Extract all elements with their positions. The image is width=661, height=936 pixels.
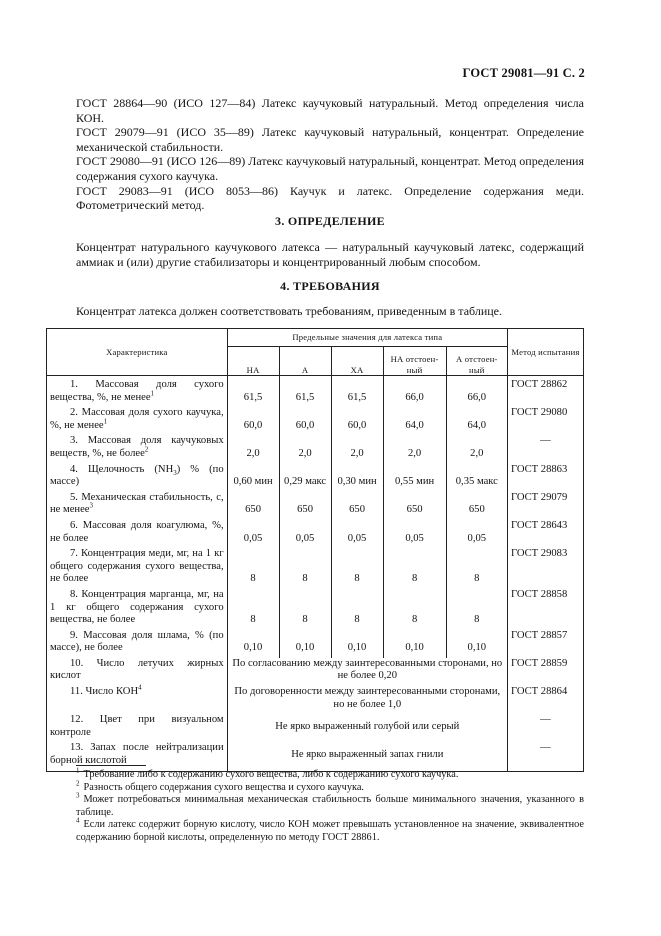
table-row (47, 658, 584, 686)
row-value: 0,10 (383, 630, 446, 658)
header-type-na-settled: НА отстоен-ный (383, 347, 446, 376)
label-text: 4. Щелочность (NH (70, 463, 174, 475)
table-row (47, 492, 584, 520)
row-value: 60,0 (331, 407, 383, 435)
label-text: 3. Массовая доля каучуковых веществ, %, не более (50, 435, 224, 459)
footnote-item (46, 779, 584, 795)
section-3-text: Концентрат натурального каучукового латекса — натуральный каучуковый латекс, содержащий аммиак и (или) другие стабилизаторы и концентрированный любым способом. (76, 240, 584, 269)
row-span-value: Не ярко выраженный голубой или серый (227, 714, 507, 742)
row-value: 0,55 мин (383, 464, 446, 492)
reference-item: ГОСТ 29083—91 (ИСО 8053—86) Каучук и латекс. Определение содержания меди. Фотометрический метод. (76, 183, 584, 213)
footnote-separator (76, 765, 146, 766)
row-value: 64,0 (446, 407, 507, 435)
header-type-a: А (279, 347, 331, 376)
footnote-item (46, 766, 584, 782)
row-value: 8 (383, 548, 446, 589)
row-span-value: По согласованию между заинтересованными сторонами, но не более 0,20 (227, 658, 507, 686)
table-row (47, 630, 584, 658)
table-row (47, 686, 584, 714)
section-3-title: 3. ОПРЕДЕЛЕНИЕ (275, 214, 385, 228)
header-type-na: НА (227, 347, 279, 376)
row-value: 61,5 (331, 376, 383, 408)
label-text: 12. Цвет при визуальном контроле (50, 714, 224, 738)
label-text: 6. Массовая доля коагулюма, %, не более (50, 519, 224, 544)
header-characteristic: Характеристика (47, 329, 228, 376)
row-value: 0,05 (279, 520, 331, 548)
reference-item: ГОСТ 29080—91 (ИСО 126—89) Латекс каучуковый натуральный, концентрат. Метод определения содержания сухого каучука. (76, 154, 584, 183)
row-method: ГОСТ 28858 (507, 589, 583, 630)
row-value: 66,0 (383, 376, 446, 408)
row-characteristic (47, 492, 228, 520)
label-text: 5. Механическая стабильность, с, не менее (50, 491, 224, 516)
row-value: 2,0 (279, 435, 331, 463)
label-text: 7. Концентрация меди, мг, на 1 кг общего содержания сухого вещества, не более (50, 548, 224, 585)
footnote-text: Разность общего содержания сухого вещества и сухого каучука. (83, 781, 364, 793)
row-value: 64,0 (383, 407, 446, 435)
footnote-number: 2 (76, 779, 80, 788)
table-row (47, 714, 584, 742)
reference-item: ГОСТ 29079—91 (ИСО 35—89) Латекс каучуковый натуральный, концентрат. Определение механической стабильности. (76, 125, 584, 154)
row-characteristic (47, 589, 228, 630)
footnote-ref: 1 (150, 389, 155, 398)
row-method: ГОСТ 29083 (507, 548, 583, 589)
row-value: 0,29 макс (279, 464, 331, 492)
label-text: ) % (по массе) (50, 463, 224, 488)
footnote-text: Если латекс содержит борную кислоту, число КОН может превышать установленное на значение, эквивалентное содержанию борной кислоты, определенную по методу ГОСТ 28861. (76, 819, 584, 843)
footnote-number: 3 (76, 791, 80, 800)
footnote-text: Может потребоваться минимальная механическая стабильность больше минимального значения, указанного в таблице. (76, 794, 584, 818)
requirements-table (46, 328, 584, 772)
table-row (47, 407, 584, 435)
footnote-ref: 4 (138, 683, 142, 692)
row-value: 8 (279, 589, 331, 630)
label-text: 2. Массовая доля сухого каучука, %, не менее (50, 407, 224, 431)
row-value: 0,60 мин (227, 464, 279, 492)
row-characteristic (47, 376, 228, 408)
row-value: 0,05 (331, 520, 383, 548)
row-value: 650 (383, 492, 446, 520)
header-method: Метод испытания (507, 329, 583, 376)
row-value: 66,0 (446, 376, 507, 408)
row-value: 0,05 (446, 520, 507, 548)
label-text: 11. Число КОН (70, 686, 139, 698)
row-value: 8 (446, 548, 507, 589)
row-value: 650 (227, 492, 279, 520)
table-body (47, 376, 584, 772)
normative-references (76, 96, 584, 213)
table-row (47, 435, 584, 463)
reference-item: ГОСТ 28864—90 (ИСО 127—84) Латекс каучуковый натуральный. Метод определения числа КОН. (76, 96, 584, 125)
row-characteristic (47, 520, 228, 548)
row-span-value: Не ярко выраженный запах гнили (227, 742, 507, 771)
footnote-ref: 3 (89, 501, 93, 510)
table-row (47, 464, 584, 492)
row-value: 0,35 макс (446, 464, 507, 492)
row-value: 2,0 (383, 435, 446, 463)
row-value: 2,0 (331, 435, 383, 463)
footnote-number: 4 (76, 816, 80, 825)
table-row (47, 548, 584, 589)
row-method: ГОСТ 28863 (507, 464, 583, 492)
header-limit-group: Предельные значения для латекса типа (227, 329, 507, 347)
row-value: 650 (279, 492, 331, 520)
row-value: 0,30 мин (331, 464, 383, 492)
label-subscript: 3 (173, 468, 177, 477)
row-value: 60,0 (279, 407, 331, 435)
row-value: 0,05 (383, 520, 446, 548)
row-characteristic (47, 435, 228, 463)
header-type-a-settled: А отстоен-ный (446, 347, 507, 376)
row-value: 8 (279, 548, 331, 589)
footnote-text: Требование либо к содержанию сухого вещества, либо к содержанию сухого каучука. (83, 769, 459, 780)
row-value: 8 (383, 589, 446, 630)
row-value: 0,10 (446, 630, 507, 658)
row-value: 0,05 (227, 520, 279, 548)
row-value: 2,0 (227, 435, 279, 463)
header-type-xa: ХА (331, 347, 383, 376)
row-method: — (507, 435, 583, 463)
row-value: 0,10 (331, 630, 383, 658)
footnotes (46, 766, 584, 845)
row-method: ГОСТ 28643 (507, 520, 583, 548)
label-text: 10. Число летучих жирных кислот (50, 657, 224, 682)
footnote-ref: 2 (144, 445, 149, 454)
row-characteristic (47, 630, 228, 658)
label-text: 13. Запах после нейтрализации борной кислотой (50, 742, 224, 767)
footnote-item (46, 816, 584, 844)
table-row (47, 376, 584, 408)
label-text: 8. Концентрация марганца, мг, на 1 кг общего содержания сухого вещества, не более (50, 588, 224, 626)
row-value: 8 (227, 589, 279, 630)
row-value: 0,10 (227, 630, 279, 658)
footnote-item (46, 791, 584, 819)
row-method: ГОСТ 29079 (507, 492, 583, 520)
row-value: 8 (227, 548, 279, 589)
row-characteristic (47, 714, 228, 742)
row-method: ГОСТ 29080 (507, 407, 583, 435)
row-characteristic (47, 548, 228, 589)
row-value: 8 (331, 589, 383, 630)
row-value: 650 (446, 492, 507, 520)
footnote-number: 1 (76, 766, 80, 775)
row-value: 2,0 (446, 435, 507, 463)
row-value: 60,0 (227, 407, 279, 435)
footnote-ref: 1 (103, 417, 108, 426)
row-value: 61,5 (279, 376, 331, 408)
row-value: 8 (446, 589, 507, 630)
row-characteristic (47, 742, 228, 771)
table-row (47, 742, 584, 771)
row-span-value: По договоренности между заинтересованными сторонами, но не более 1,0 (227, 686, 507, 714)
section-4-title: 4. ТРЕБОВАНИЯ (280, 279, 380, 293)
row-method: ГОСТ 28862 (507, 376, 583, 408)
row-characteristic (47, 683, 228, 714)
row-method: ГОСТ 28864 (507, 686, 583, 714)
row-method: ГОСТ 28857 (507, 630, 583, 658)
row-characteristic (47, 464, 228, 492)
row-value: 0,10 (279, 630, 331, 658)
row-method: — (507, 714, 583, 742)
row-value: 650 (331, 492, 383, 520)
row-value: 61,5 (227, 376, 279, 408)
row-characteristic (47, 407, 228, 435)
table-row (47, 589, 584, 630)
row-value: 8 (331, 548, 383, 589)
section-4-text: Концентрат латекса должен соответствовать требованиям, приведенным в таблице. (76, 304, 502, 318)
table-row (47, 520, 584, 548)
row-method: ГОСТ 28859 (507, 658, 583, 686)
label-text: 9. Массовая доля шлама, % (по массе), не более (50, 629, 224, 654)
label-text: 1. Массовая доля сухого вещества, %, не менее (50, 379, 224, 403)
running-header: ГОСТ 29081—91 С. 2 (462, 66, 585, 80)
row-method: — (507, 742, 583, 771)
row-characteristic (47, 658, 228, 686)
